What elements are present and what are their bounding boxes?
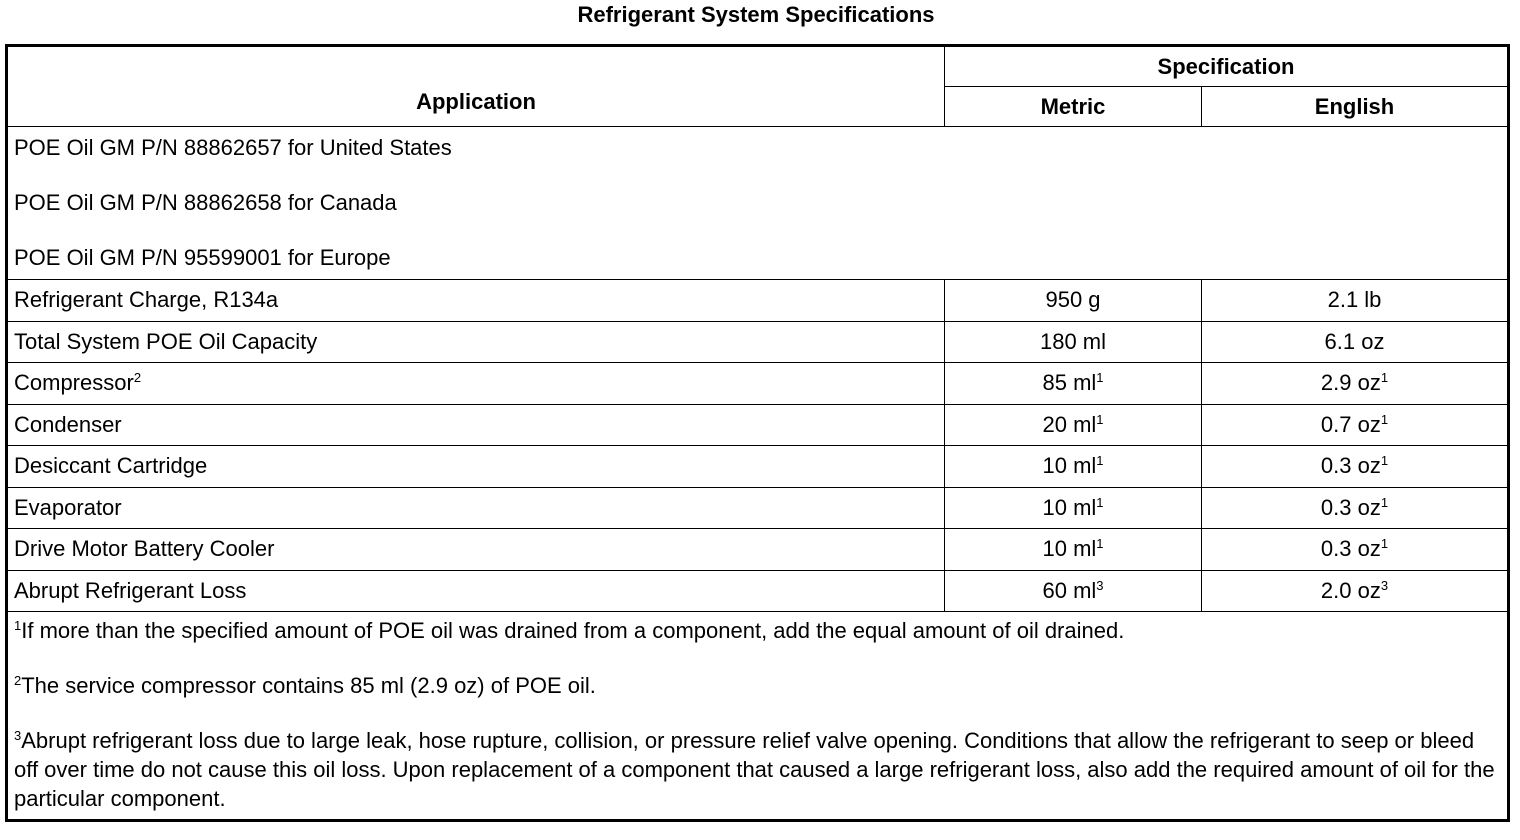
- footnote-text: The service compressor contains 85 ml (2.9 oz) of POE oil.: [21, 673, 596, 698]
- row-metric-text: 10 ml: [1042, 494, 1097, 520]
- footnotes-row: [7, 612, 1509, 821]
- footnote-ref: 3: [1096, 577, 1104, 593]
- spec-table: [5, 44, 1510, 822]
- row-metric: [945, 446, 1202, 488]
- footnote-2: [14, 671, 1501, 700]
- table-row: [7, 446, 1509, 488]
- table-row: [7, 570, 1509, 612]
- row-application: [7, 404, 945, 446]
- row-application: [7, 363, 945, 405]
- row-metric-text: 950 g: [1045, 287, 1101, 313]
- row-metric-text: 60 ml: [1042, 577, 1097, 603]
- header-metric: Metric: [945, 87, 1202, 127]
- row-application: [7, 280, 945, 322]
- row-english: [1202, 280, 1509, 322]
- row-metric-text: 85 ml: [1042, 370, 1097, 396]
- row-application-text: Drive Motor Battery Cooler: [14, 536, 275, 562]
- footnote-ref: 1: [1380, 536, 1389, 552]
- table-row: [7, 280, 1509, 322]
- poe-oil-line-canada: POE Oil GM P/N 88862658 for Canada: [14, 190, 397, 215]
- page-title: Refrigerant System Specifications: [577, 2, 935, 27]
- spec-rows: [7, 280, 1509, 612]
- row-application: [7, 446, 945, 488]
- row-english: [1202, 570, 1509, 612]
- row-english: [1202, 404, 1509, 446]
- row-metric: [945, 280, 1202, 322]
- row-metric: [945, 363, 1202, 405]
- footnote-ref: 1: [1096, 411, 1104, 427]
- header-specification: Specification: [945, 46, 1509, 87]
- row-english-text: 0.3 oz: [1320, 536, 1381, 562]
- footnote-mark: 3: [14, 728, 22, 743]
- row-metric-text: 180 ml: [1039, 328, 1107, 354]
- footnote-ref: 1: [1096, 536, 1104, 552]
- footnote-ref: 2: [133, 370, 142, 386]
- row-english-text: 2.0 oz: [1320, 577, 1381, 603]
- row-metric: [945, 321, 1202, 363]
- table-row: [7, 321, 1509, 363]
- table-row: [7, 529, 1509, 571]
- poe-oil-cell: [7, 127, 1509, 280]
- footnote-ref: 1: [1096, 370, 1104, 386]
- footnote-ref: 1: [1380, 411, 1389, 427]
- row-application-text: Total System POE Oil Capacity: [14, 328, 318, 354]
- row-english: [1202, 487, 1509, 529]
- row-application: [7, 487, 945, 529]
- row-metric: [945, 570, 1202, 612]
- row-english-text: 6.1 oz: [1324, 328, 1385, 354]
- row-english: [1202, 446, 1509, 488]
- footnotes-cell: [7, 612, 1509, 821]
- footnote-ref: 1: [1380, 494, 1389, 510]
- table-row: [7, 363, 1509, 405]
- poe-oil-line-us: POE Oil GM P/N 88862657 for United States: [14, 135, 452, 160]
- row-metric-text: 20 ml: [1042, 411, 1097, 437]
- row-metric: [945, 529, 1202, 571]
- header-application: Application: [7, 46, 945, 127]
- footnote-ref: 1: [1380, 453, 1389, 469]
- footnote-ref: 1: [1096, 453, 1104, 469]
- row-english-text: 0.3 oz: [1320, 453, 1381, 479]
- row-english: [1202, 529, 1509, 571]
- row-english: [1202, 321, 1509, 363]
- row-english-text: 0.7 oz: [1320, 411, 1381, 437]
- row-application: [7, 529, 945, 571]
- poe-oil-line-europe: POE Oil GM P/N 95599001 for Europe: [14, 245, 391, 270]
- row-english-text: 2.9 oz: [1320, 370, 1381, 396]
- footnote-mark: 1: [14, 618, 22, 633]
- footnote-1: [14, 616, 1501, 645]
- row-english: [1202, 363, 1509, 405]
- row-application-text: Compressor: [14, 370, 134, 396]
- footnote-ref: 1: [1096, 494, 1104, 510]
- row-application: [7, 321, 945, 363]
- footnote-text: If more than the specified amount of POE oil was drained from a component, add the equal amount of oil drained.: [21, 618, 1125, 643]
- row-application-text: Abrupt Refrigerant Loss: [14, 577, 247, 603]
- footnote-mark: 2: [14, 673, 22, 688]
- poe-oil-row: [7, 127, 1509, 280]
- row-metric: [945, 487, 1202, 529]
- table-row: [7, 487, 1509, 529]
- row-application-text: Refrigerant Charge, R134a: [14, 287, 279, 313]
- row-english-text: 0.3 oz: [1320, 494, 1381, 520]
- row-application: [7, 570, 945, 612]
- row-english-text: 2.1 lb: [1327, 287, 1382, 313]
- row-application-text: Evaporator: [14, 494, 122, 520]
- row-application-text: Condenser: [14, 411, 122, 437]
- header-english: English: [1202, 87, 1509, 127]
- footnote-ref: 1: [1380, 370, 1389, 386]
- row-metric-text: 10 ml: [1042, 453, 1097, 479]
- row-application-text: Desiccant Cartridge: [14, 453, 208, 479]
- footnote-ref: 3: [1380, 577, 1389, 593]
- row-metric: [945, 404, 1202, 446]
- table-row: [7, 404, 1509, 446]
- footnote-3: [14, 726, 1501, 813]
- footnote-text: Abrupt refrigerant loss due to large leak, hose rupture, collision, or pressure relief valve opening. Conditions that allow the refrigerant to seep or bleed off over time do not cause this oil loss. Upon replacement of a component that caused a large refrigerant loss, also add the required amount of oil for the particular component.: [14, 728, 1495, 811]
- header-row-top: [7, 46, 1509, 87]
- row-metric-text: 10 ml: [1042, 536, 1097, 562]
